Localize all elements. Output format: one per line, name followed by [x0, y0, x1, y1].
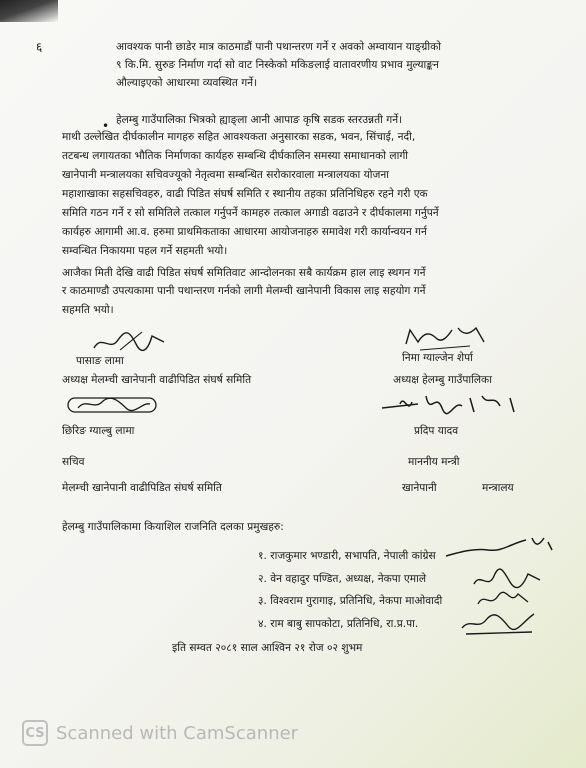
signatory-name: छिरिङ ग्याल्बु लामा: [62, 425, 135, 437]
body-line: माथी उल्लेखित दीर्घकालीन मागहरु सहित आवश्यकता अनुसारका सडक, भवन, सिंचाई, नदी,: [62, 131, 416, 143]
body-line: सहमति भयो।: [62, 304, 114, 316]
camscanner-logo-icon: CS: [22, 720, 48, 746]
body-line: समिति गठन गर्ने र सो समितिले तत्काल गर्नुपर्ने कामहरु तत्काल अगाडी वढाउने र दीर्घकालमा गर्नुपर्ने: [62, 207, 439, 219]
signatory-name: प्रदिप यादव: [414, 425, 459, 437]
signatory-name: निमा ग्याल्जेन शेर्पा: [402, 352, 473, 364]
body-line: र काठमाण्डौ उपत्यकामा पानी पथान्तरण गर्नको लागी मेलम्ची खानेपानी विकास लाइ सहयोग गर्ने: [62, 285, 426, 297]
signatory-title: माननीय मन्त्री: [408, 456, 460, 468]
body-line: तटबन्ध लगायतका भौतिक निर्माणका कार्यहरु सम्बन्धि दीर्घकालिन समस्या समाधानको लागी: [62, 150, 409, 162]
party-item: २. वेन वहादुर पण्डित, अध्यक्ष, नेकपा एमाले: [258, 573, 427, 585]
signature-party-4: [456, 608, 542, 638]
signatory-title: अध्यक्ष मेलम्ची खानेपानी वाढीपिडित संघर्ष समिति: [62, 374, 252, 386]
page-number: ६: [36, 40, 43, 54]
signatory-name: पासाङ लामा: [76, 355, 124, 367]
body-line: आजैका मिती देखि वाढी पिडित संघर्ष समितिवाट आन्दोलनका सबै कार्यक्रम हाल लाइ स्थगन गर्ने: [62, 267, 426, 279]
parties-heading: हेलम्बु गाउँपालिकामा कियाशिल राजनिति दलका प्रमुखहरु:: [62, 521, 284, 533]
body-line: आवश्यक पानी छाडेर मात्र काठमाडौं पानी पथान्तरण गर्ने र अवको अम्वायान याङ्ग्रीको: [116, 41, 441, 53]
bullet-icon: •: [102, 119, 110, 133]
body-line: कार्यहरु आगामी आ.व. हरुमा प्राथमिकताका आधारमा आयोजनाहरु समावेश गरी कार्यान्वयन गर्न: [62, 226, 427, 238]
signatory-org: मेलम्ची खानेपानी वाढीपिडित संघर्ष समिति: [62, 482, 222, 494]
signatory-title: अध्यक्ष हेलम्बु गाउँपालिका: [393, 374, 492, 386]
signature-pasang-lama: [90, 326, 170, 356]
signature-pradip-yadav: [378, 388, 528, 420]
body-line: सम्वन्धित निकायमा पहल गर्ने सहमती भयो।: [62, 245, 228, 257]
camscanner-watermark: [22, 720, 298, 746]
signature-party-1: [440, 534, 556, 564]
watermark-text: Scanned with CamScanner: [56, 722, 299, 744]
signature-chhiring-lama: [66, 392, 166, 418]
body-line: औल्याइएको आधारमा व्यवस्थित गर्ने।: [116, 77, 258, 89]
signatory-org: खानेपानी: [402, 482, 437, 494]
closing-line: इति सम्वत २०८१ साल आश्विन २१ रोज ०२ शुभम: [172, 642, 363, 654]
party-item: ३. विश्वराम गुरागाइ, प्रतिनिधि, नेकपा माओवादी: [258, 595, 443, 607]
party-item: १. राजकुमार भण्डारी, सभापति, नेपाली कांग्रेस: [258, 550, 436, 562]
body-line: महाशाखाका सहसचिवहरु, वाढी पिडित संघर्ष समिति र स्थानीय तहका प्रतिनिधिहरु रहने गरी एक: [62, 188, 428, 200]
party-item: ४. राम बाबु सापकोटा, प्रतिनिधि, रा.प्र.पा.: [258, 618, 419, 630]
signatory-title: सचिव: [62, 456, 85, 468]
bullet-item: हेलम्बु गाउँपालिका भित्रको ह्याङ्ला आनी आपाङ कृषि सडक स्तरउन्नती गर्ने।: [116, 114, 403, 126]
body-line: खानेपानी मन्त्रालयका सचिवज्यूको नेतृत्वमा सम्बन्धित सरोकारवाला मन्त्रालयका योजना: [62, 169, 389, 181]
body-line: ९ कि.मि. सुरुङ निर्माण गर्दा सो वाट निस्केको मकिङलाई वातावरणीय प्रभाव मुल्याङ्कन: [116, 59, 439, 71]
signatory-org: मन्त्रालय: [482, 482, 514, 494]
